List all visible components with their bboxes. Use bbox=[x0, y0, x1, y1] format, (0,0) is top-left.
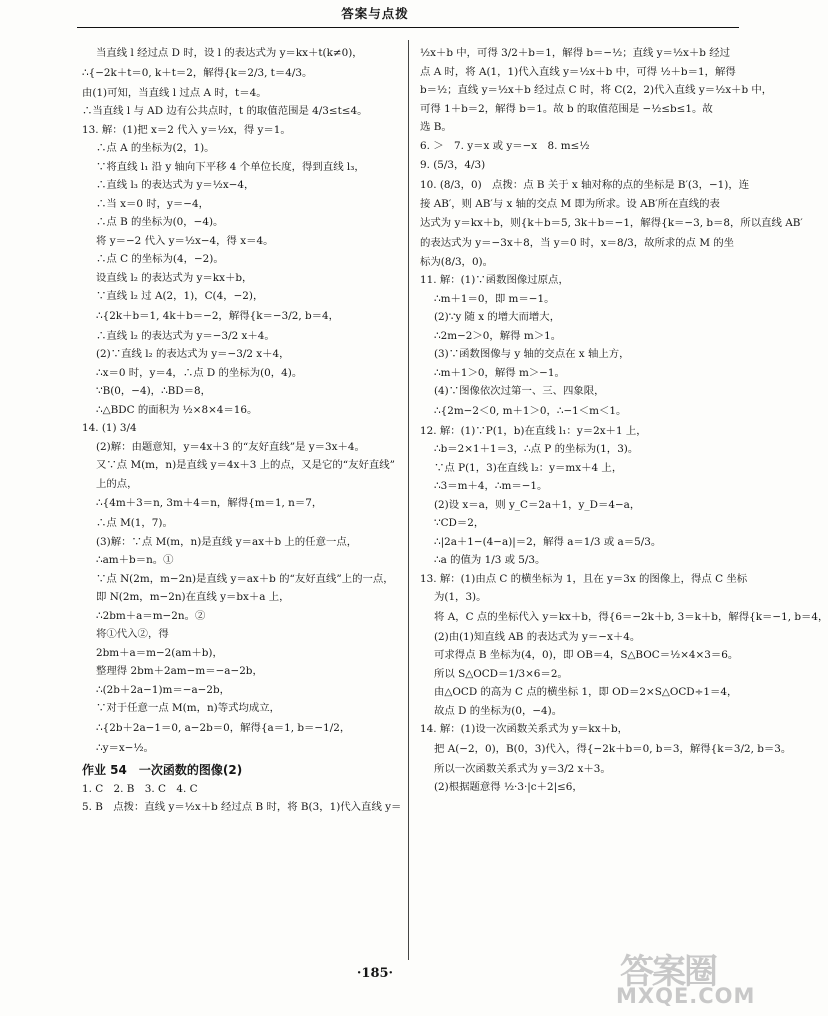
text-line: 为(1，3)。 bbox=[434, 591, 487, 603]
text-line: ∴{2m−2＜0, m＋1＞0，∴−1＜m＜1。 bbox=[434, 404, 627, 417]
text-line: 接 AB′，则 AB′与 x 轴的交点 M 即为所求。设 AB′所在直线的表 bbox=[420, 197, 720, 210]
text-line: 的表达式为 y＝−3x＋8，当 y＝0 时，x＝8/3，故所求的点 M 的坐 bbox=[420, 237, 735, 249]
text-line: 将 y＝−2 代入 y＝½x−4，得 x＝4。 bbox=[96, 234, 274, 247]
text-line: b＝½；直线 y＝½x＋b 经过点 C 时，将 C(2，2)代入直线 y＝½x＋b 中， bbox=[420, 84, 773, 96]
text-line: 可得 1＋b＝2，解得 b＝1。故 b 的取值范围是 −½≤b≤1。故 bbox=[420, 102, 713, 115]
text-line: ∵点 N(2m，m−2n)是直线 y＝ax＋b 的“友好直线”上的一点， bbox=[96, 572, 394, 585]
text-line: ∵B(0，−4)，∴BD＝8， bbox=[96, 385, 212, 397]
page-number: ·185· bbox=[356, 966, 394, 981]
text-line: (3)∵函数图像与 y 轴的交点在 x 轴上方， bbox=[434, 348, 630, 360]
text-line: (2)解：由题意知，y＝4x＋3 的“友好直线”是 y＝3x＋4。 bbox=[96, 440, 365, 453]
text-line: 14. (1) 3/4 bbox=[82, 422, 137, 434]
text-line: 所以 S△OCD＝1/3×6＝2。 bbox=[434, 667, 568, 680]
text-line: 11. 解：(1)∵函数图像过原点， bbox=[420, 274, 569, 286]
text-line: (3)解：∵点 M(m，n)是直线 y＝ax＋b 上的任意一点， bbox=[96, 535, 358, 548]
text-line: ∴m＋1＞0，解得 m＞−1。 bbox=[434, 366, 565, 379]
text-line: ∴3＝m＋4，∴m＝−1。 bbox=[434, 480, 548, 492]
text-line: 13. 解：(1)由点 C 的横坐标为 1，且在 y＝3x 的图像上，得点 C 坐标 bbox=[420, 572, 748, 585]
text-line: 把 A(−2，0)，B(0，3)代入，得{−2k＋b＝0, b＝3，解得{k＝3/2, b＝3。 bbox=[434, 742, 792, 755]
watermark-url: MXQE.COM bbox=[616, 984, 756, 1008]
text-line: (2)∵y 随 x 的增大而增大， bbox=[434, 311, 561, 323]
text-line: ∴当 x＝0 时，y＝−4， bbox=[96, 197, 209, 210]
text-line: 又∵点 M(m，n)是直线 y＝4x＋3 上的点，又是它的“友好直线” bbox=[96, 459, 395, 471]
text-line: 将①代入②，得 bbox=[96, 628, 169, 640]
text-line: ∵直线 l₂ 过 A(2，1)，C(4，−2)， bbox=[96, 290, 264, 302]
text-line: 可求得点 B 坐标为(4，0)，即 OB＝4，S△BOC＝½×4×3＝6。 bbox=[434, 649, 739, 661]
text-line: ∴{−2k＋t＝0, k＋t＝2，解得{k＝2/3, t＝4/3。 bbox=[82, 66, 313, 79]
text-line: 上的点， bbox=[96, 477, 138, 490]
text-line: ∴x＝0 时，y＝4，∴点 D 的坐标为(0，4)。 bbox=[96, 366, 303, 379]
text-line: 1. C 2. B 3. C 4. C bbox=[82, 782, 198, 795]
text-line: 14. 解：(1)设一次函数关系式为 y＝kx＋b， bbox=[420, 723, 628, 735]
text-line: 5. B 点拨：直线 y＝½x＋b 经过点 B 时，将 B(3，1)代入直线 y＝ bbox=[82, 801, 402, 813]
text-line: 选 B。 bbox=[420, 121, 452, 133]
watermark-logo bbox=[612, 944, 756, 1010]
text-line: ∴直线 l₃ 的表达式为 y＝½x−4， bbox=[96, 179, 255, 191]
text-line: ∴a 的值为 1/3 或 5/3。 bbox=[434, 554, 546, 566]
text-line: ∴点 A 的坐标为(2，1)。 bbox=[96, 142, 215, 154]
text-line: 13. 解：(1)把 x＝2 代入 y＝½x，得 y＝1。 bbox=[82, 123, 291, 136]
text-line: ∴2m−2＞0，解得 m＞1。 bbox=[434, 329, 562, 342]
text-line: 即 N(2m，m−2n)在直线 y＝bx＋a 上， bbox=[96, 591, 290, 603]
text-line: ∴点 B 的坐标为(0，−4)。 bbox=[96, 216, 224, 228]
text-line: ∴当直线 l 与 AD 边有公共点时，t 的取值范围是 4/3≤t≤4。 bbox=[82, 105, 368, 117]
text-line: ∴直线 l₂ 的表达式为 y＝−3/2 x＋4。 bbox=[96, 329, 275, 342]
text-line: ∴{2k＋b＝1, 4k＋b＝−2，解得{k＝−3/2, b＝4， bbox=[96, 309, 339, 322]
text-line: ∵点 P(1，3)在直线 l₂：y＝mx＋4 上， bbox=[434, 461, 623, 474]
text-line: 6. ＞ 7. y＝x 或 y＝−x 8. m≤½ bbox=[420, 139, 590, 152]
text-line: ∴△BDC 的面积为 ½×8×4＝16。 bbox=[96, 403, 258, 416]
text-line: ∴2bm＋a＝m−2n。② bbox=[96, 609, 206, 622]
text-line: (2)设 x＝a，则 y_C＝2a＋1，y_D＝4−a， bbox=[434, 498, 641, 511]
text-line: ∴(2b＋2a−1)m＝−a−2b， bbox=[96, 683, 230, 696]
text-line: ∵将直线 l₁ 沿 y 轴向下平移 4 个单位长度，得到直线 l₃， bbox=[96, 160, 365, 173]
text-line: 整理得 2bm＋2am−m＝−a−2b， bbox=[96, 665, 263, 677]
text-line: ∴am＋b＝n。① bbox=[96, 554, 174, 566]
header-rule bbox=[77, 27, 739, 28]
text-line: ½x＋b 中，可得 3/2＋b＝1，解得 b＝−½；直线 y＝½x＋b 经过 bbox=[420, 47, 730, 59]
text-line: 由(1)可知，当直线 l 过点 A 时，t＝4。 bbox=[82, 86, 267, 99]
section-heading: 作业 54 一次函数的图像(2) bbox=[82, 763, 243, 777]
text-line: 12. 解：(1)∵P(1，b)在直线 l₁：y＝2x＋1 上， bbox=[420, 424, 647, 437]
text-line: ∴{4m＋3＝n, 3m＋4＝n，解得{m＝1, n＝7， bbox=[96, 497, 323, 509]
text-line: ∴点 C 的坐标为(4，−2)。 bbox=[96, 253, 224, 265]
text-line: (4)∵图像依次过第一、三、四象限， bbox=[434, 385, 605, 397]
text-line: (2)根据题意得 ½·3·|c＋2|≤6， bbox=[434, 781, 583, 793]
text-line: ∴b＝2×1＋1＝3，∴点 P 的坐标为(1，3)。 bbox=[434, 443, 639, 455]
text-line: ∵CD＝2， bbox=[434, 517, 485, 529]
text-line: 将 A，C 点的坐标代入 y＝kx＋b，得{6＝−2k＋b, 3＝k＋b，解得{k＝−1, b＝4， bbox=[434, 610, 828, 623]
text-line: 达式为 y＝kx＋b，则{k＋b＝5, 3k＋b＝−1，解得{k＝−3, b＝8，所以直线 AB′ bbox=[420, 217, 803, 229]
text-line: ∴|2a＋1−(4−a)|＝2，解得 a＝1/3 或 a＝5/3。 bbox=[434, 535, 662, 548]
right-column bbox=[420, 44, 828, 797]
left-column bbox=[82, 44, 400, 817]
text-line: (2)由(1)知直线 AB 的表达式为 y＝−x＋4。 bbox=[434, 630, 641, 643]
text-line: ∴m＋1＝0，即 m＝−1。 bbox=[434, 292, 555, 305]
text-line: 由△OCD 的高为 C 点的横坐标 1，即 OD＝2×S△OCD÷1＝4， bbox=[434, 686, 738, 698]
text-line: 点 A 时，将 A(1，1)代入直线 y＝½x＋b 中，可得 ½＋b＝1，解得 bbox=[420, 65, 736, 78]
text-line: 当直线 l 经过点 D 时，设 l 的表达式为 y＝kx＋t(k≠0)， bbox=[96, 47, 363, 59]
text-line: ∴点 M(1，7)。 bbox=[96, 517, 173, 529]
text-line: (2)∵直线 l₂ 的表达式为 y＝−3/2 x＋4， bbox=[96, 348, 290, 360]
text-line: ∴y＝x−½。 bbox=[96, 741, 154, 754]
text-line: 10. (8/3，0) 点拨：点 B 关于 x 轴对称的点的坐标是 B′(3，−1)，连 bbox=[420, 179, 750, 191]
text-line: 设直线 l₂ 的表达式为 y＝kx＋b， bbox=[96, 271, 253, 284]
text-line: ∵对于任意一点 M(m，n)等式均成立， bbox=[96, 702, 281, 714]
text-line: 故点 D 的坐标为(0，−4)。 bbox=[434, 704, 563, 717]
text-line: 2bm＋a＝m−2(am＋b)， bbox=[96, 646, 223, 659]
watermark-text: 答案圈 bbox=[620, 952, 716, 992]
text-line: 所以一次函数关系式为 y＝3/2 x＋3。 bbox=[434, 762, 611, 775]
text-line: 标为(8/3，0)。 bbox=[420, 255, 494, 268]
text-line: ∴{2b＋2a−1＝0, a−2b＝0，解得{a＝1, b＝−1/2， bbox=[96, 721, 351, 734]
text-line: 9. (5/3，4/3) bbox=[420, 159, 486, 171]
column-divider bbox=[408, 40, 409, 960]
page-header-title: 答案与点拨 bbox=[341, 6, 409, 21]
